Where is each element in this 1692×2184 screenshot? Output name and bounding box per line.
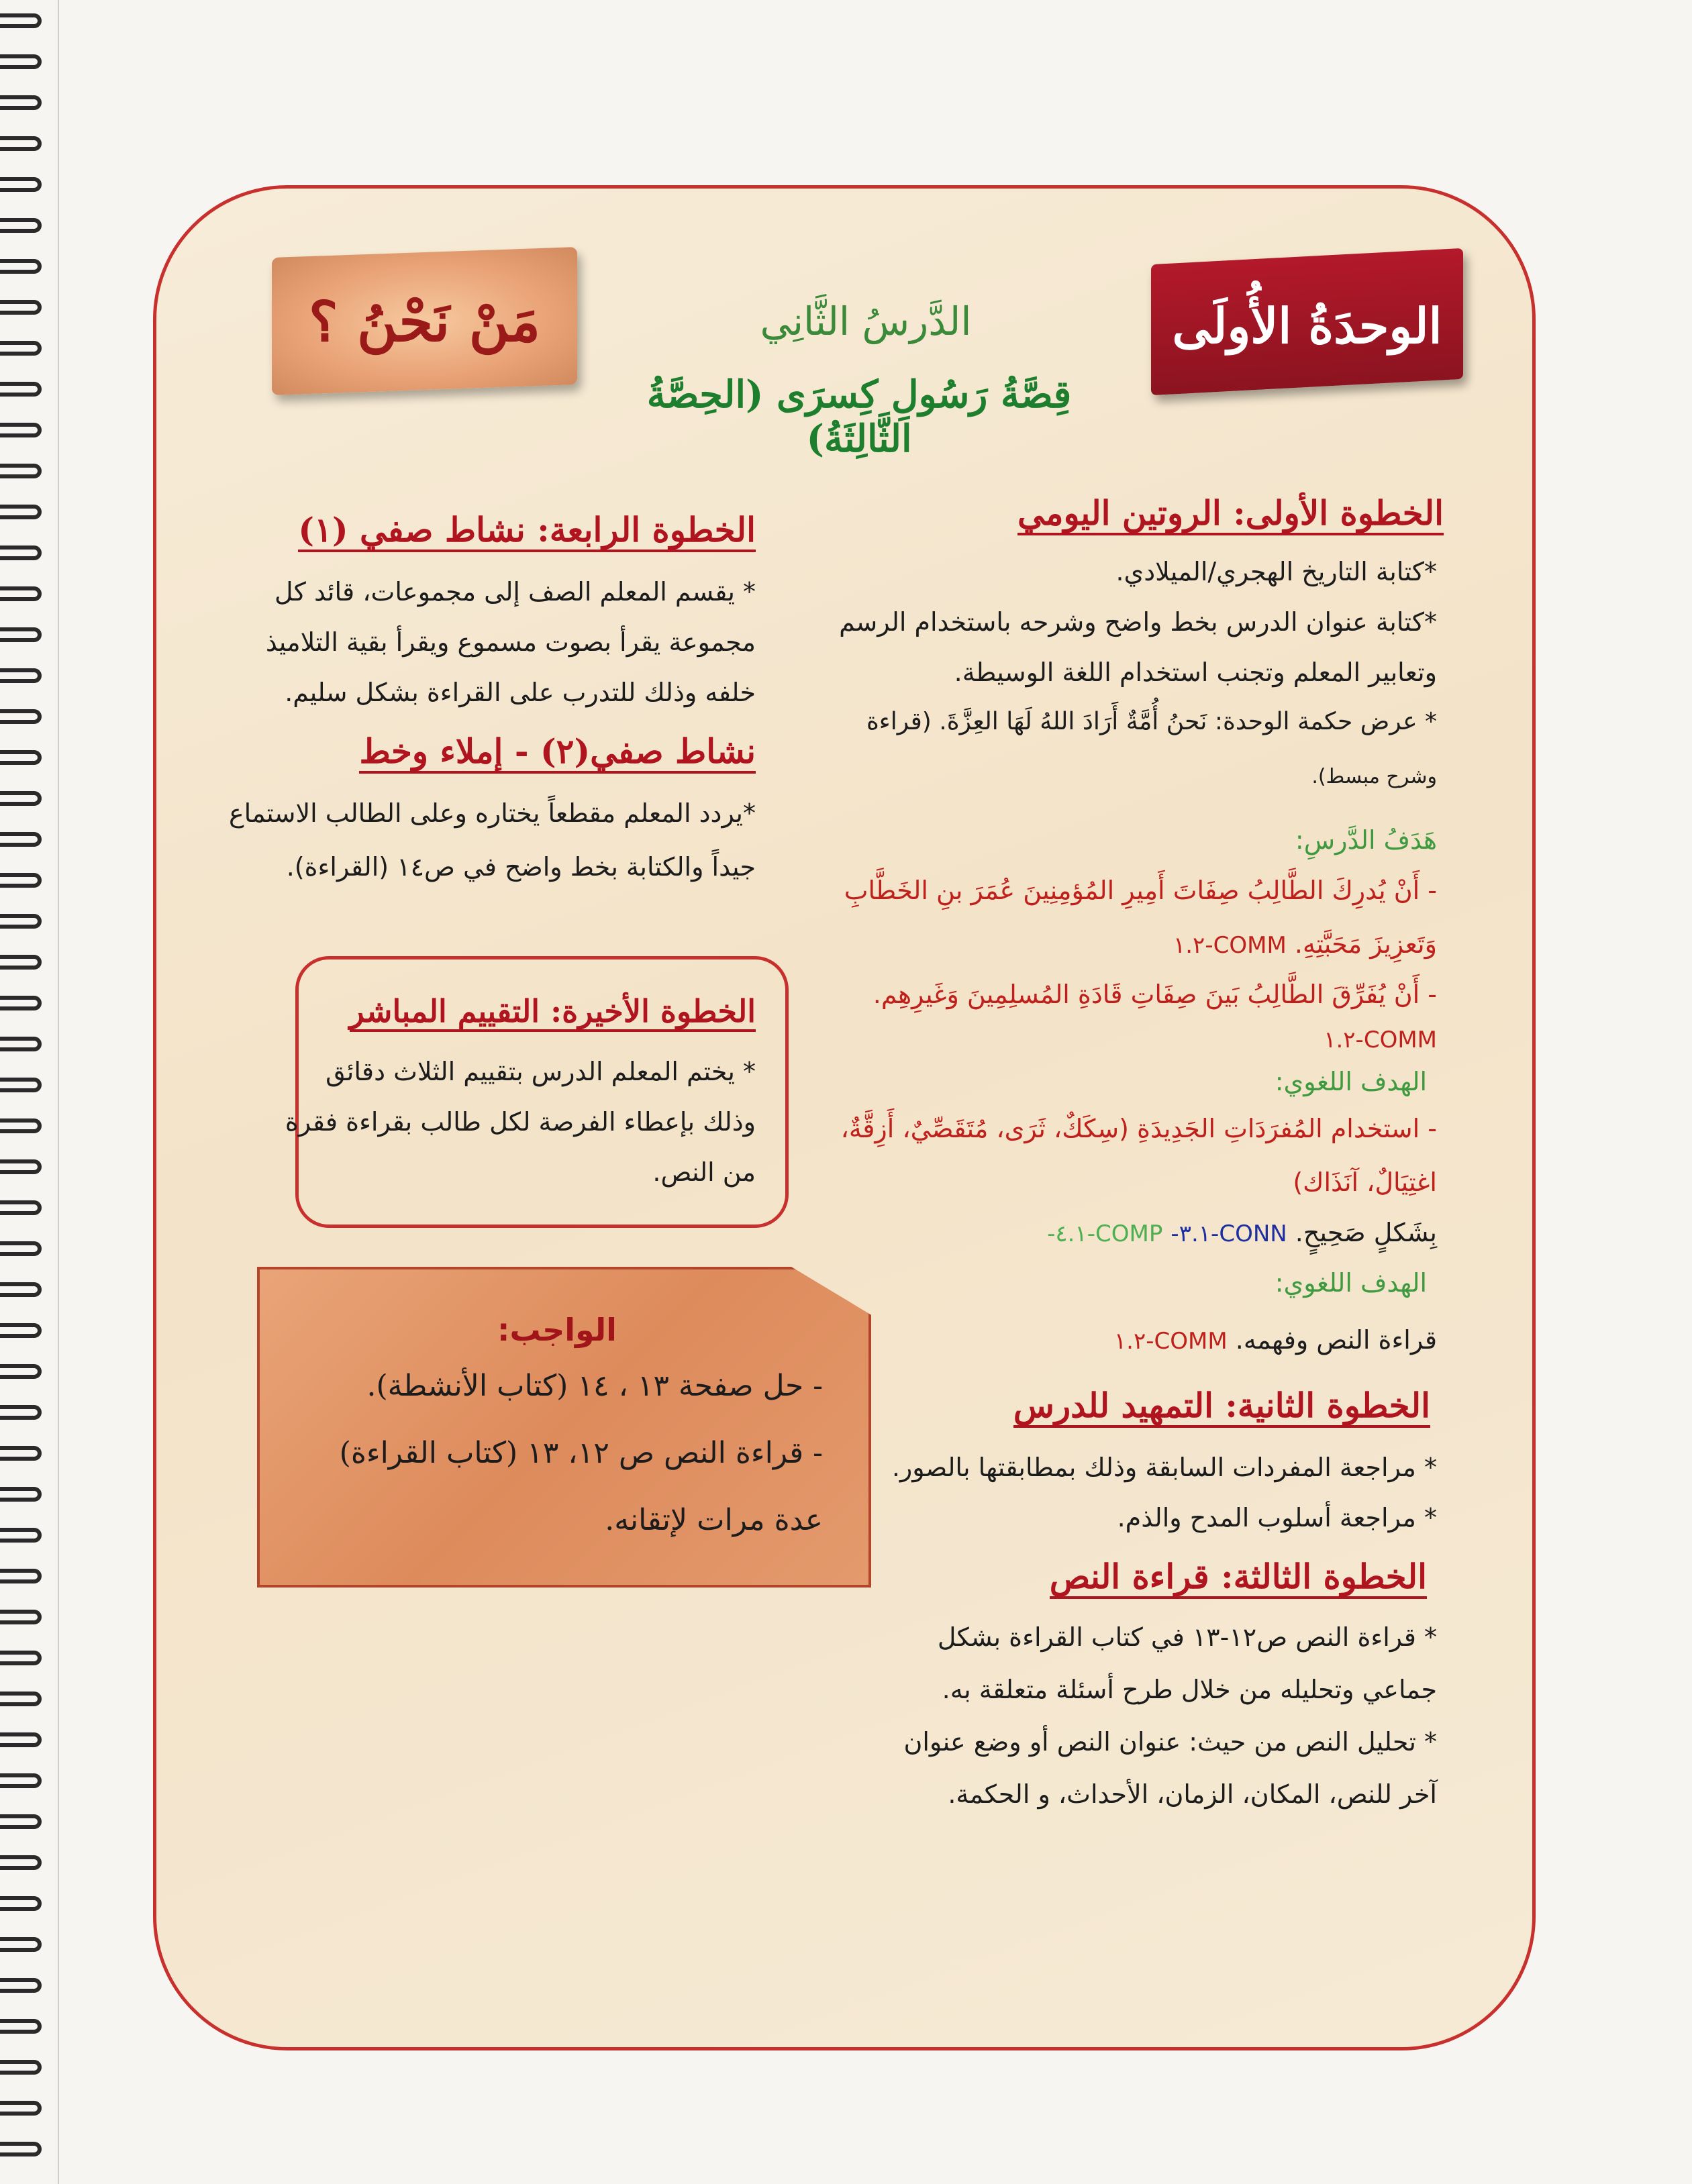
spiral-ring: [0, 136, 42, 151]
spiral-ring: [0, 586, 42, 601]
spiral-ring: [0, 2142, 42, 2156]
homework-title: الواجب:: [497, 1312, 617, 1348]
spiral-ring: [0, 1855, 42, 1870]
vocab-line: اغتِيَالٌ، آنَذَاك): [1293, 1167, 1437, 1197]
spiral-ring: [0, 13, 42, 28]
spiral-ring: [0, 382, 42, 397]
spiral-binding: [0, 0, 60, 2184]
spiral-ring: [0, 218, 42, 233]
final-step-line: من النص.: [652, 1157, 756, 1187]
spiral-ring: [0, 300, 42, 315]
step4-line: خلفه وذلك للتدرب على القراءة بشكل سليم.: [285, 678, 756, 707]
goal1-code: COMM-١.٢: [1173, 932, 1287, 959]
spiral-ring: [0, 996, 42, 1010]
step3-line: * تحليل النص من حيث: عنوان النص أو وضع عنوان: [903, 1727, 1437, 1757]
goal1-line: - أَنْ يُدرِكَ الطَّالِبُ صِفَاتَ أَمِيرِ المُؤمِنِينَ عُمَرَ بنِ الخَطَّابِ: [844, 876, 1437, 905]
spiral-ring: [0, 1078, 42, 1092]
vocab-line: - استخدام المُفرَدَاتِ الجَدِيدَةِ (سِكَكٌ، ثَرَى، مُتَقَصِّيٌ، أَزِقَّةٌ،: [840, 1114, 1437, 1143]
spiral-ring: [0, 54, 42, 69]
goal2-line: - أَنْ يُفَرِّقَ الطَّالِبُ بَينَ صِفَاتِ قَادَةِ المُسلِمِينَ وَغَيرِهِم.: [873, 980, 1437, 1009]
spiral-ring: [0, 1323, 42, 1338]
spiral-ring: [0, 873, 42, 888]
spiral-ring: [0, 1896, 42, 1911]
step4-line: * يقسم المعلم الصف إلى مجموعات، قائد كل: [275, 577, 756, 607]
spiral-ring: [0, 1241, 42, 1256]
spiral-ring: [0, 95, 42, 110]
homework-line: - حل صفحة ١٣ ، ١٤ (كتاب الأنشطة).: [366, 1369, 823, 1403]
spiral-ring: [0, 545, 42, 560]
spiral-ring: [0, 1651, 42, 1665]
step4-heading: الخطوة الرابعة: نشاط صفي (١): [298, 510, 756, 550]
spiral-ring: [0, 1487, 42, 1502]
spiral-ring: [0, 2019, 42, 2034]
spiral-ring: [0, 1528, 42, 1543]
homework-line: - قراءة النص ص ١٢، ١٣ (كتاب القراءة): [339, 1436, 823, 1470]
step1-line: *كتابة التاريخ الهجري/الميلادي.: [1115, 557, 1437, 586]
spiral-ring: [0, 1282, 42, 1297]
spiral-ring: [0, 1814, 42, 1829]
spiral-ring: [0, 1446, 42, 1461]
spiral-ring: [0, 832, 42, 847]
step4-line: مجموعة يقرأ بصوت مسموع ويقرأ بقية التلاميذ: [265, 627, 756, 657]
lesson-title: قِصَّةُ رَسُولِ كِسرَى (الحِصَّةُ الثَّالِثَةُ): [646, 372, 1072, 461]
spiral-ring: [0, 668, 42, 683]
read-goal-code: COMM-١.٢: [1113, 1328, 1228, 1355]
spiral-ring: [0, 464, 42, 478]
spiral-ring: [0, 1610, 42, 1624]
spiral-ring: [0, 1119, 42, 1133]
spiral-ring: [0, 259, 42, 274]
activity2-line: *يردد المعلم مقطعاً يختاره وعلى الطالب الاستماع: [228, 798, 756, 828]
step3-heading: الخطوة الثالثة: قراءة النص: [1049, 1557, 1427, 1596]
step3-line: * قراءة النص ص١٢-١٣ في كتاب القراءة بشكل: [937, 1622, 1437, 1652]
spiral-ring: [0, 1978, 42, 1993]
step1-line: *كتابة عنوان الدرس بخط واضح وشرحه باستخدام الرسم: [839, 607, 1437, 637]
spiral-ring: [0, 1405, 42, 1420]
step1-line: وتعابير المعلم وتجنب استخدام اللغة الوسيطة.: [954, 658, 1437, 687]
step3-line: جماعي وتحليله من خلال طرح أسئلة متعلقة به.: [942, 1675, 1437, 1704]
step1-heading: الخطوة الأولى: الروتين اليومي: [1017, 493, 1444, 533]
step2-line: * مراجعة المفردات السابقة وذلك بمطابقتها بالصور.: [891, 1453, 1437, 1482]
spiral-ring: [0, 1200, 42, 1215]
spiral-ring: [0, 627, 42, 642]
spiral-ring: [0, 791, 42, 806]
spiral-ring: [0, 1037, 42, 1051]
spiral-ring: [0, 1773, 42, 1788]
step2-line: * مراجعة أسلوب المدح والذم.: [1117, 1503, 1437, 1532]
read-goal-line: [1114, 1325, 1437, 1355]
goal2-code: COMM-١.٢: [1324, 1027, 1437, 1053]
spiral-ring: [0, 1692, 42, 1706]
spiral-ring: [0, 914, 42, 929]
step3-line: آخر للنص، المكان، الزمان، الأحداث، و الحكمة.: [948, 1779, 1437, 1809]
step1-line: * عرض حكمة الوحدة: نَحنُ أُمَّةٌ أَرَادَ اللهُ لَهَا العِزَّةَ. (قراءة: [866, 708, 1437, 735]
spiral-ring: [0, 341, 42, 356]
spiral-ring: [0, 709, 42, 724]
spiral-ring: [0, 1937, 42, 1952]
spiral-ring: [0, 1364, 42, 1379]
final-step-line: * يختم المعلم الدرس بتقييم الثلاث دقائق: [326, 1057, 756, 1086]
activity2-heading: نشاط صفي(٢) - إملاء وخط: [359, 731, 756, 771]
vocab-text: بِشَكلٍ صَحِيحٍ.: [1295, 1218, 1437, 1247]
spiral-ring: [0, 505, 42, 519]
theme-banner: مَنْ نَحْنُ ؟: [308, 290, 541, 354]
final-step-heading: الخطوة الأخيرة: التقييم المباشر: [349, 993, 756, 1029]
vocab-code-comp: COMP-٤.١-: [1047, 1220, 1163, 1247]
spiral-ring: [0, 2101, 42, 2116]
spiral-ring: [0, 2060, 42, 2075]
spiral-ring: [0, 1159, 42, 1174]
lesson-number: الدَّرسُ الثَّانِي: [760, 299, 972, 344]
spiral-ring: [0, 1569, 42, 1583]
language-goal-label: الهدف اللغوي:: [1275, 1067, 1427, 1096]
spiral-ring: [0, 955, 42, 970]
vocab-code-conn: CONN-٣.١-: [1171, 1220, 1287, 1247]
language-goal-label-2: الهدف اللغوي:: [1275, 1268, 1427, 1298]
homework-line: عدة مرات لإتقانه.: [605, 1503, 823, 1537]
activity2-line: جيداً والكتابة بخط واضح في ص١٤ (القراءة).: [286, 852, 756, 882]
spiral-ring: [0, 1732, 42, 1747]
step2-heading: الخطوة الثانية: التمهيد للدرس: [1013, 1386, 1430, 1425]
step1-line: وشرح مبسط).: [1311, 765, 1437, 788]
spiral-ring: [0, 177, 42, 192]
lesson-goal-label: هَدَفُ الدَّرسِ:: [1295, 825, 1437, 855]
goal1-text: وَتَعزِيزَ مَحَبَّتِهِ.: [1294, 929, 1437, 959]
unit-banner: الوحدَةُ الأُولَى: [1172, 297, 1442, 354]
read-goal-text: قراءة النص وفهمه.: [1235, 1325, 1437, 1355]
final-step-line: وذلك بإعطاء الفرصة لكل طالب بقراءة فقرة: [285, 1107, 756, 1137]
spiral-ring: [0, 750, 42, 765]
vocab-line3: [1047, 1218, 1437, 1247]
goal1-line2: [1173, 929, 1437, 959]
spiral-ring: [0, 423, 42, 437]
spiral-line: [58, 0, 59, 2184]
